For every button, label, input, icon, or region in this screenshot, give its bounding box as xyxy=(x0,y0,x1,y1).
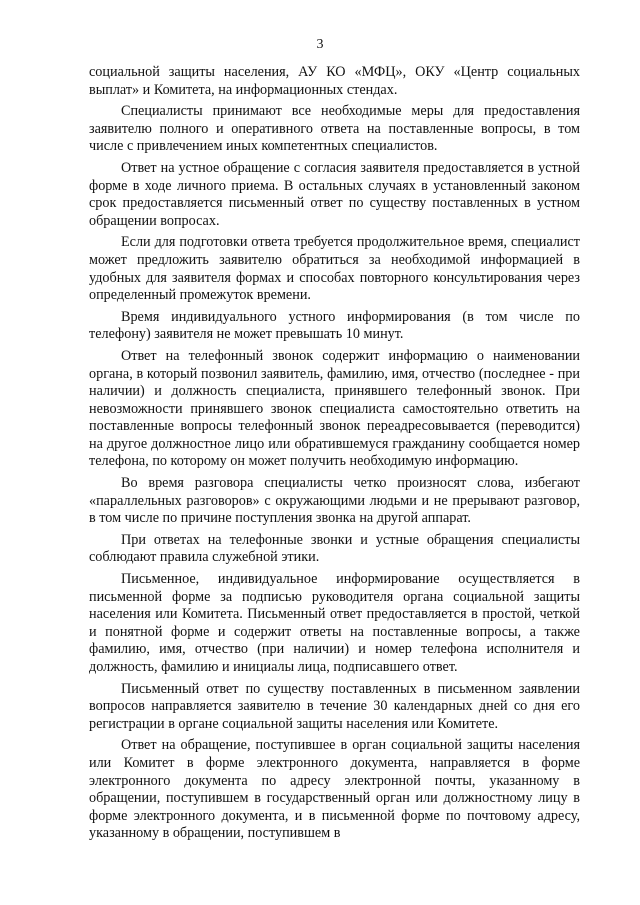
paragraph: Ответ на обращение, поступившее в орган социальной защиты населения или Комитет в форме электронного документа, направляется в форме электронного документа по адресу электронной почты, указанному в обращении, поступившем в государственный орган или должностному лицу в форме электронного документа, и в письменной форме по почтовому адресу, указанному в обращении, поступившем в xyxy=(89,737,580,842)
paragraph: Во время разговора специалисты четко произносят слова, избегают «параллельных разговоров» с окружающими людьми и не прерывают разговор, в том числе по причине поступления звонка на другой аппарат. xyxy=(89,475,580,527)
paragraph: Письменный ответ по существу поставленных в письменном заявлении вопросов направляется заявителю в течение 30 календарных дней со дня его регистрации в органе социальной защиты населения или Комитете. xyxy=(89,680,580,732)
paragraph: При ответах на телефонные звонки и устные обращения специалисты соблюдают правила служебной этики. xyxy=(89,531,580,566)
paragraph: Письменное, индивидуальное информирование осуществляется в письменной форме за подписью руководителя органа социальной защиты населения или Комитета. Письменный ответ предоставляется в простой, четкой и понятной форме и содержит ответы на поставленные вопросы, а также фамилию, имя, отчество (при наличии) и номер телефона исполнителя и должность, фамилию и инициалы лица, подписавшего ответ. xyxy=(89,571,580,675)
paragraph: Специалисты принимают все необходимые меры для предоставления заявителю полного и оперативного ответа на поставленные вопросы, в том числе с привлечением иных компетентных специалистов. xyxy=(89,103,580,155)
paragraph-continuation: социальной защиты населения, АУ КО «МФЦ», ОКУ «Центр социальных выплат» и Комитета, на информационных стендах. xyxy=(89,64,580,98)
paragraph: Ответ на устное обращение с согласия заявителя предоставляется в устной форме в ходе личного приема. В остальных случаях в установленный законом срок предоставляется письменный ответ по существу поставленных в устном обращении вопросах. xyxy=(89,159,580,229)
document-body xyxy=(89,64,580,847)
paragraph: Ответ на телефонный звонок содержит информацию о наименовании органа, в который позвонил заявитель, фамилию, имя, отчество (последнее - при наличии) и должность специалиста, принявшего телефонный звонок. При невозможности принявшего звонок специалиста самостоятельно ответить на поставленные вопросы телефонный звонок переадресовывается (переводится) на другое должностное лицо или обратившемуся гражданину сообщается номер телефона, по которому он может получить необходимую информацию. xyxy=(89,347,580,470)
page-number: 3 xyxy=(316,37,324,52)
paragraph: Если для подготовки ответа требуется продолжительное время, специалист может предложить заявителю обратиться за необходимой информацией в удобных для заявителя формах и способах повторного консультирования через определенный промежуток времени. xyxy=(89,234,580,304)
paragraph: Время индивидуального устного информирования (в том числе по телефону) заявителя не может превышать 10 минут. xyxy=(89,308,580,343)
